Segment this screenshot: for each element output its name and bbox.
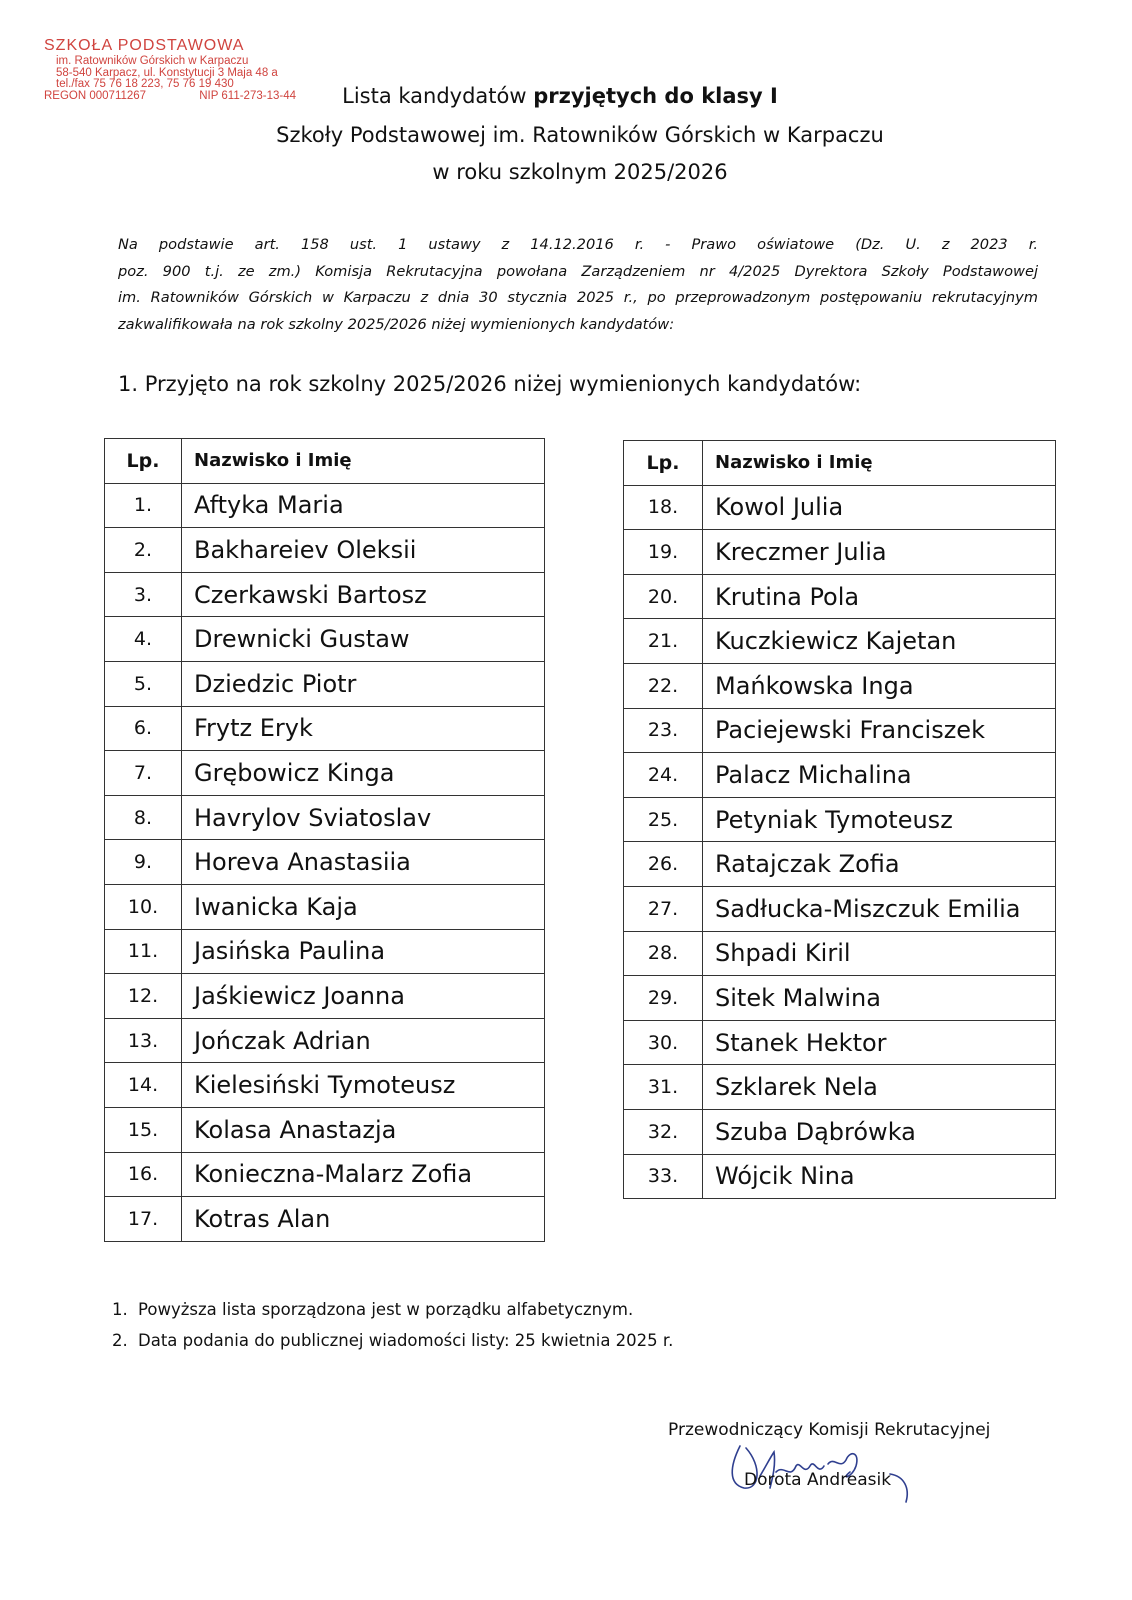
candidate-name: Aftyka Maria	[182, 483, 545, 528]
candidate-name: Szuba Dąbrówka	[703, 1109, 1056, 1154]
row-number: 19.	[624, 530, 703, 575]
candidate-name: Mańkowska Inga	[703, 663, 1056, 708]
candidate-name: Czerkawski Bartosz	[182, 572, 545, 617]
table-row	[624, 663, 1056, 708]
table-row	[624, 485, 1056, 530]
table-row	[105, 1152, 545, 1197]
candidate-name: Dziedzic Piotr	[182, 661, 545, 706]
note-number: 1.	[112, 1300, 128, 1319]
row-number: 20.	[624, 574, 703, 619]
candidate-name: Kowol Julia	[703, 485, 1056, 530]
legal-basis-paragraph	[118, 232, 1038, 338]
candidate-name: Bakhareiev Oleksii	[182, 528, 545, 573]
table-row	[105, 1197, 545, 1242]
candidate-name: Havrylov Sviatoslav	[182, 795, 545, 840]
table-row	[105, 528, 545, 573]
note-number: 2.	[112, 1331, 128, 1350]
table-row	[105, 884, 545, 929]
row-number: 23.	[624, 708, 703, 753]
candidate-name: Frytz Eryk	[182, 706, 545, 751]
note-item	[112, 1294, 673, 1325]
signatory-title: Przewodniczący Komisji Rekrutacyjnej	[668, 1420, 991, 1440]
table-row	[624, 842, 1056, 887]
table-row	[105, 929, 545, 974]
row-number: 21.	[624, 619, 703, 664]
candidate-name: Kreczmer Julia	[703, 530, 1056, 575]
row-number: 30.	[624, 1020, 703, 1065]
row-number: 29.	[624, 976, 703, 1021]
row-number: 2.	[105, 528, 182, 573]
document-title-line2: Szkoły Podstawowej im. Ratowników Górskich w Karpaczu	[276, 123, 884, 147]
intro-line: zakwalifikowała na rok szkolny 2025/2026 niżej wymienionych kandydatów:	[118, 315, 675, 333]
row-number: 18.	[624, 485, 703, 530]
candidate-name: Kolasa Anastazja	[182, 1107, 545, 1152]
stamp-school-name: SZKOŁA PODSTAWOWA	[44, 37, 245, 54]
row-number: 33.	[624, 1154, 703, 1199]
title-prefix: Lista kandydatów	[342, 84, 534, 108]
candidate-name: Palacz Michalina	[703, 753, 1056, 798]
header-name: Nazwisko i Imię	[182, 439, 545, 484]
candidates-table-right	[623, 440, 1056, 1199]
header-lp: Lp.	[624, 441, 703, 486]
candidate-name: Jasińska Paulina	[182, 929, 545, 974]
candidate-name: Petyniak Tymoteusz	[703, 797, 1056, 842]
candidate-name: Jaśkiewicz Joanna	[182, 974, 545, 1019]
row-number: 15.	[105, 1107, 182, 1152]
table-row	[624, 619, 1056, 664]
row-number: 28.	[624, 931, 703, 976]
stamp-nip: NIP 611-273-13-44	[199, 89, 296, 102]
table-row	[105, 483, 545, 528]
table-row	[624, 1065, 1056, 1110]
row-number: 10.	[105, 884, 182, 929]
row-number: 8.	[105, 795, 182, 840]
candidate-name: Szklarek Nela	[703, 1065, 1056, 1110]
candidate-name: Wójcik Nina	[703, 1154, 1056, 1199]
table-row	[105, 1018, 545, 1063]
table-row	[624, 1109, 1056, 1154]
row-number: 25.	[624, 797, 703, 842]
candidate-name: Kuczkiewicz Kajetan	[703, 619, 1056, 664]
candidate-name: Sadłucka-Miszczuk Emilia	[703, 886, 1056, 931]
row-number: 22.	[624, 663, 703, 708]
table-row	[105, 572, 545, 617]
intro-line: Na podstawie art. 158 ust. 1 ustawy z 14.12.2016 r. - Prawo oświatowe (Dz. U. z 2023 r.	[118, 236, 1038, 253]
row-number: 26.	[624, 842, 703, 887]
table-row	[624, 753, 1056, 798]
table-row	[624, 931, 1056, 976]
row-number: 31.	[624, 1065, 703, 1110]
note-text: Data podania do publicznej wiadomości listy: 25 kwietnia 2025 r.	[138, 1331, 674, 1350]
table-row	[105, 1107, 545, 1152]
stamp-ids	[44, 91, 296, 103]
row-number: 16.	[105, 1152, 182, 1197]
row-number: 6.	[105, 706, 182, 751]
row-number: 14.	[105, 1063, 182, 1108]
candidate-name: Grębowicz Kinga	[182, 751, 545, 796]
row-number: 7.	[105, 751, 182, 796]
candidate-name: Horeva Anastasiia	[182, 840, 545, 885]
row-number: 32.	[624, 1109, 703, 1154]
header-lp: Lp.	[105, 439, 182, 484]
table-row	[105, 1063, 545, 1108]
table-header-row	[624, 441, 1056, 486]
candidate-name: Jończak Adrian	[182, 1018, 545, 1063]
candidate-name: Stanek Hektor	[703, 1020, 1056, 1065]
stamp-address: 58-540 Karpacz, ul. Konstytucji 3 Maja 48 a	[56, 66, 278, 79]
candidate-name: Krutina Pola	[703, 574, 1056, 619]
table-row	[624, 530, 1056, 575]
note-item	[112, 1325, 673, 1356]
table-row	[624, 574, 1056, 619]
table-row	[624, 708, 1056, 753]
stamp-regon: REGON 000711267	[44, 89, 147, 102]
table-row	[105, 617, 545, 662]
table-row	[105, 661, 545, 706]
row-number: 3.	[105, 572, 182, 617]
candidates-table-left	[104, 438, 545, 1242]
school-stamp	[44, 38, 296, 102]
title-bold: przyjętych do klasy I	[533, 84, 778, 108]
row-number: 27.	[624, 886, 703, 931]
candidate-name: Kotras Alan	[182, 1197, 545, 1242]
stamp-phone: tel./fax 75 76 18 223, 75 76 19 430	[56, 78, 234, 90]
document-title-line1	[260, 84, 860, 108]
row-number: 17.	[105, 1197, 182, 1242]
candidate-name: Ratajczak Zofia	[703, 842, 1056, 887]
section-heading: 1. Przyjęto na rok szkolny 2025/2026 niżej wymienionych kandydatów:	[118, 372, 862, 396]
row-number: 9.	[105, 840, 182, 885]
table-row	[624, 886, 1056, 931]
notes-list	[112, 1294, 673, 1356]
candidate-name: Sitek Malwina	[703, 976, 1056, 1021]
candidate-name: Paciejewski Franciszek	[703, 708, 1056, 753]
header-name: Nazwisko i Imię	[703, 441, 1056, 486]
candidate-name: Iwanicka Kaja	[182, 884, 545, 929]
table-row	[624, 1020, 1056, 1065]
row-number: 13.	[105, 1018, 182, 1063]
document-title-line3: w roku szkolnym 2025/2026	[432, 160, 728, 184]
candidate-name: Konieczna-Malarz Zofia	[182, 1152, 545, 1197]
row-number: 1.	[105, 483, 182, 528]
note-text: Powyższa lista sporządzona jest w porządku alfabetycznym.	[138, 1300, 634, 1319]
table-row	[624, 797, 1056, 842]
intro-line: poz. 900 t.j. ze zm.) Komisja Rekrutacyjna powołana Zarządzeniem nr 4/2025 Dyrektora Szkoły Podstawowej	[118, 262, 1038, 280]
row-number: 24.	[624, 753, 703, 798]
candidate-name: Kielesiński Tymoteusz	[182, 1063, 545, 1108]
table-row	[624, 1154, 1056, 1199]
table-row	[105, 795, 545, 840]
table-row	[105, 840, 545, 885]
table-row	[624, 976, 1056, 1021]
intro-line: im. Ratowników Górskich w Karpaczu z dnia 30 stycznia 2025 r., po przeprowadzonym postępowaniu rekrutacyjnym	[118, 289, 1038, 306]
table-row	[105, 974, 545, 1019]
table-body-left	[105, 483, 545, 1241]
table-body-right	[624, 485, 1056, 1199]
stamp-patron: im. Ratowników Górskich w Karpaczu	[56, 55, 249, 67]
candidate-name: Drewnicki Gustaw	[182, 617, 545, 662]
table-header-row	[105, 439, 545, 484]
row-number: 11.	[105, 929, 182, 974]
row-number: 5.	[105, 661, 182, 706]
table-row	[105, 751, 545, 796]
table-row	[105, 706, 545, 751]
candidate-name: Shpadi Kiril	[703, 931, 1056, 976]
row-number: 12.	[105, 974, 182, 1019]
row-number: 4.	[105, 617, 182, 662]
signatory-name: Dorota Andreasik	[744, 1470, 892, 1490]
